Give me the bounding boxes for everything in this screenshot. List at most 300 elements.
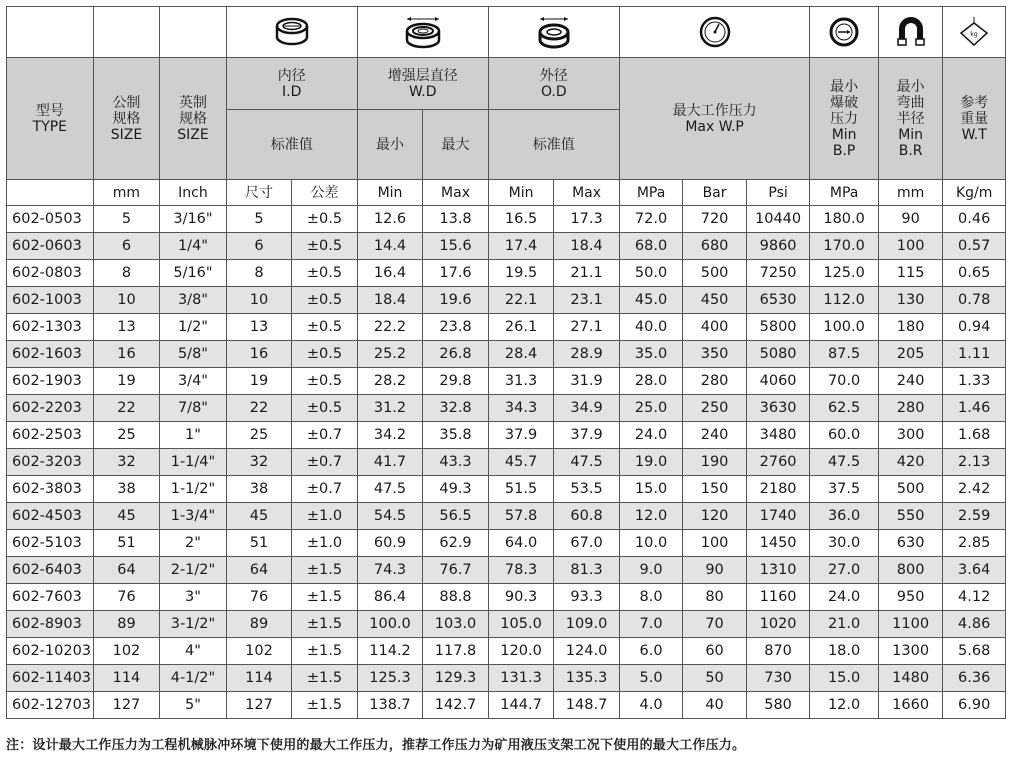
value-cell: 5 [226,206,292,233]
value-cell: 64 [93,557,160,584]
blank-cell [160,7,227,58]
value-cell: 680 [683,233,747,260]
type-cell: 602-0503 [7,206,94,233]
value-cell: 4.12 [943,584,1006,611]
value-cell: 29.8 [423,368,489,395]
value-cell: 60.8 [554,503,620,530]
value-cell: 16.5 [488,206,554,233]
unit-cell: MPa [619,180,683,206]
value-cell: 24.0 [810,584,879,611]
value-cell: 720 [683,206,747,233]
value-cell: 70 [683,611,747,638]
table-row [7,260,1006,287]
type-cell: 602-7603 [7,584,94,611]
value-cell: ±0.7 [292,476,358,503]
value-cell: 103.0 [423,611,489,638]
value-cell: 2-1/2" [160,557,227,584]
value-cell: 1.11 [943,341,1006,368]
value-cell: 280 [878,395,943,422]
value-cell: 6.90 [943,692,1006,719]
value-cell: 102 [93,638,160,665]
unit-cell-blank [7,180,94,206]
value-cell: 870 [746,638,810,665]
value-cell: 18.4 [357,287,423,314]
value-cell: 1-1/2" [160,476,227,503]
value-cell: 28.9 [554,341,620,368]
value-cell: ±1.5 [292,611,358,638]
value-cell: 5" [160,692,227,719]
value-cell: 131.3 [488,665,554,692]
table-row [7,476,1006,503]
value-cell: 9.0 [619,557,683,584]
value-cell: 1660 [878,692,943,719]
footnote: 注：设计最大工作压力为工程机械脉冲环境下使用的最大工作压力，推荐工作压力为矿用液压支架工况下使用的最大工作压力。 [6,738,746,753]
table-row [7,692,1006,719]
value-cell: 180.0 [810,206,879,233]
value-cell: 24.0 [619,422,683,449]
value-cell: 76.7 [423,557,489,584]
value-cell: 12.6 [357,206,423,233]
value-cell: 28.2 [357,368,423,395]
value-cell: 40.0 [619,314,683,341]
value-cell: 280 [683,368,747,395]
value-cell: 25.0 [619,395,683,422]
value-cell: 6.0 [619,638,683,665]
value-cell: 19.6 [423,287,489,314]
table-row [7,449,1006,476]
value-cell: 0.57 [943,233,1006,260]
value-cell: 12.0 [810,692,879,719]
value-cell: 17.3 [554,206,620,233]
unit-cell: Kg/m [943,180,1006,206]
value-cell: ±1.5 [292,557,358,584]
type-cell: 602-3203 [7,449,94,476]
value-cell: 37.9 [488,422,554,449]
value-cell: 51.5 [488,476,554,503]
value-cell: 6.36 [943,665,1006,692]
value-cell: 124.0 [554,638,620,665]
value-cell: 60.0 [810,422,879,449]
icon-row [7,7,1006,58]
value-cell: ±1.0 [292,503,358,530]
value-cell: 1.33 [943,368,1006,395]
value-cell: 130 [878,287,943,314]
unit-cell: Inch [160,180,227,206]
value-cell: 135.3 [554,665,620,692]
value-cell: 31.9 [554,368,620,395]
value-cell: 38 [93,476,160,503]
value-cell: 1-1/4" [160,449,227,476]
table-row [7,422,1006,449]
value-cell: 114.2 [357,638,423,665]
value-cell: 15.0 [619,476,683,503]
value-cell: ±1.5 [292,692,358,719]
value-cell: 25 [226,422,292,449]
reinforcement-diameter-icon [401,14,445,50]
value-cell: 26.8 [423,341,489,368]
value-cell: ±1.5 [292,584,358,611]
value-cell: 22.2 [357,314,423,341]
value-cell: ±0.7 [292,449,358,476]
value-cell: 127 [93,692,160,719]
value-cell: 105.0 [488,611,554,638]
value-cell: 240 [683,422,747,449]
value-cell: 129.3 [423,665,489,692]
value-cell: 800 [878,557,943,584]
value-cell: 28.4 [488,341,554,368]
type-cell: 602-1303 [7,314,94,341]
header-wd: 增强层直径 W.D [357,58,488,110]
header-od-std: 标准值 [488,110,619,180]
table-row [7,530,1006,557]
value-cell: 100 [878,233,943,260]
value-cell: ±0.5 [292,233,358,260]
value-cell: 23.8 [423,314,489,341]
value-cell: 10 [226,287,292,314]
value-cell: 16.4 [357,260,423,287]
value-cell: 81.3 [554,557,620,584]
units-row [7,180,1006,206]
type-cell: 602-1603 [7,341,94,368]
value-cell: 3630 [746,395,810,422]
value-cell: 120.0 [488,638,554,665]
value-cell: 2" [160,530,227,557]
value-cell: 32 [226,449,292,476]
blank-cell [7,7,94,58]
value-cell: 950 [878,584,943,611]
value-cell: 45 [93,503,160,530]
value-cell: 72.0 [619,206,683,233]
weight-icon [957,15,991,49]
value-cell: 2180 [746,476,810,503]
value-cell: 550 [878,503,943,530]
unit-cell: Min [357,180,423,206]
value-cell: 1450 [746,530,810,557]
value-cell: 6 [93,233,160,260]
value-cell: 4" [160,638,227,665]
value-cell: 49.3 [423,476,489,503]
value-cell: 19 [93,368,160,395]
value-cell: 1.46 [943,395,1006,422]
type-cell: 602-1903 [7,368,94,395]
value-cell: 67.0 [554,530,620,557]
value-cell: 38 [226,476,292,503]
value-cell: 87.5 [810,341,879,368]
bend-radius-icon [895,15,927,49]
value-cell: 6530 [746,287,810,314]
blank-cell [93,7,160,58]
value-cell: 76 [226,584,292,611]
unit-cell: 尺寸 [226,180,292,206]
value-cell: 13 [226,314,292,341]
value-cell: 500 [878,476,943,503]
header-id: 内径 I.D [226,58,357,110]
value-cell: 35.0 [619,341,683,368]
value-cell: 142.7 [423,692,489,719]
value-cell: 60.9 [357,530,423,557]
value-cell: 13.8 [423,206,489,233]
header-id-std: 标准值 [226,110,357,180]
value-cell: 3.64 [943,557,1006,584]
value-cell: 16 [226,341,292,368]
value-cell: 1480 [878,665,943,692]
value-cell: 8 [93,260,160,287]
value-cell: 14.4 [357,233,423,260]
value-cell: 3/4" [160,368,227,395]
value-cell: 10.0 [619,530,683,557]
table-row [7,233,1006,260]
value-cell: 1/2" [160,314,227,341]
value-cell: 127 [226,692,292,719]
unit-cell: mm [93,180,160,206]
value-cell: 5800 [746,314,810,341]
value-cell: 1020 [746,611,810,638]
value-cell: 4.86 [943,611,1006,638]
value-cell: 3/16" [160,206,227,233]
value-cell: 3" [160,584,227,611]
value-cell: 45 [226,503,292,530]
value-cell: 50.0 [619,260,683,287]
table-row [7,611,1006,638]
value-cell: 89 [226,611,292,638]
value-cell: 9860 [746,233,810,260]
value-cell: 51 [226,530,292,557]
value-cell: 74.3 [357,557,423,584]
value-cell: 3480 [746,422,810,449]
value-cell: 89 [93,611,160,638]
value-cell: 32.8 [423,395,489,422]
value-cell: 500 [683,260,747,287]
value-cell: 41.7 [357,449,423,476]
table-row [7,503,1006,530]
value-cell: 86.4 [357,584,423,611]
value-cell: 40 [683,692,747,719]
value-cell: 68.0 [619,233,683,260]
value-cell: 170.0 [810,233,879,260]
pressure-gauge-icon [698,15,732,49]
value-cell: 400 [683,314,747,341]
value-cell: 6 [226,233,292,260]
value-cell: ±0.5 [292,395,358,422]
table-row [7,665,1006,692]
table-row [7,638,1006,665]
type-cell: 602-2203 [7,395,94,422]
value-cell: 1310 [746,557,810,584]
value-cell: 22 [93,395,160,422]
unit-cell: Psi [746,180,810,206]
value-cell: 62.5 [810,395,879,422]
value-cell: 50 [683,665,747,692]
value-cell: 3-1/2" [160,611,227,638]
hose-spec-table [6,6,1006,719]
value-cell: 1160 [746,584,810,611]
value-cell: 15.6 [423,233,489,260]
bend-icon-cell [878,7,943,58]
header-od: 外径 O.D [488,58,619,110]
value-cell: 190 [683,449,747,476]
value-cell: 31.3 [488,368,554,395]
table-row [7,395,1006,422]
value-cell: 120 [683,503,747,530]
value-cell: 1-3/4" [160,503,227,530]
value-cell: 25.2 [357,341,423,368]
value-cell: 19 [226,368,292,395]
value-cell: ±0.5 [292,206,358,233]
value-cell: 31.2 [357,395,423,422]
value-cell: 5.68 [943,638,1006,665]
value-cell: 21.1 [554,260,620,287]
value-cell: 43.3 [423,449,489,476]
value-cell: 17.6 [423,260,489,287]
value-cell: 8 [226,260,292,287]
value-cell: 2.59 [943,503,1006,530]
table-row [7,206,1006,233]
value-cell: 730 [746,665,810,692]
value-cell: 109.0 [554,611,620,638]
value-cell: 22.1 [488,287,554,314]
value-cell: 32 [93,449,160,476]
value-cell: 45.0 [619,287,683,314]
table-row [7,584,1006,611]
value-cell: 93.3 [554,584,620,611]
value-cell: 114 [93,665,160,692]
value-cell: 0.65 [943,260,1006,287]
type-cell: 602-2503 [7,422,94,449]
header-wd-max: 最大 [423,110,489,180]
table-row [7,341,1006,368]
value-cell: 7.0 [619,611,683,638]
value-cell: 27.0 [810,557,879,584]
weight-icon-cell [943,7,1006,58]
value-cell: 15.0 [810,665,879,692]
value-cell: 34.9 [554,395,620,422]
value-cell: 64.0 [488,530,554,557]
value-cell: 27.1 [554,314,620,341]
value-cell: 26.1 [488,314,554,341]
outer-diameter-icon [532,14,576,50]
value-cell: 17.4 [488,233,554,260]
unit-cell: Bar [683,180,747,206]
value-cell: 21.0 [810,611,879,638]
type-cell: 602-11403 [7,665,94,692]
value-cell: 5080 [746,341,810,368]
value-cell: 12.0 [619,503,683,530]
type-cell: 602-8903 [7,611,94,638]
value-cell: 34.2 [357,422,423,449]
value-cell: 150 [683,476,747,503]
value-cell: 4060 [746,368,810,395]
table-row [7,368,1006,395]
value-cell: 5 [93,206,160,233]
value-cell: 117.8 [423,638,489,665]
unit-cell: Min [488,180,554,206]
value-cell: ±0.5 [292,314,358,341]
unit-cell: 公差 [292,180,358,206]
value-cell: 100 [683,530,747,557]
type-cell: 602-6403 [7,557,94,584]
value-cell: 580 [746,692,810,719]
header-size-imperial: 英制 规格 SIZE [160,58,227,180]
value-cell: 45.7 [488,449,554,476]
value-cell: 250 [683,395,747,422]
value-cell: 37.9 [554,422,620,449]
value-cell: 53.5 [554,476,620,503]
type-cell: 602-0803 [7,260,94,287]
value-cell: 300 [878,422,943,449]
value-cell: 76 [93,584,160,611]
value-cell: 62.9 [423,530,489,557]
value-cell: 60 [683,638,747,665]
value-cell: 35.8 [423,422,489,449]
value-cell: 5.0 [619,665,683,692]
header-type: 型号 TYPE [7,58,94,180]
value-cell: 25 [93,422,160,449]
value-cell: 125.0 [810,260,879,287]
value-cell: 630 [878,530,943,557]
type-cell: 602-10203 [7,638,94,665]
value-cell: 4-1/2" [160,665,227,692]
value-cell: 2.85 [943,530,1006,557]
header-bend: 最小 弯曲 半径 Min B.R [878,58,943,180]
value-cell: 30.0 [810,530,879,557]
value-cell: 47.5 [357,476,423,503]
value-cell: 2760 [746,449,810,476]
value-cell: 125.3 [357,665,423,692]
header-max-wp: 最大工作压力 Max W.P [619,58,810,180]
value-cell: 51 [93,530,160,557]
value-cell: 450 [683,287,747,314]
value-cell: ±0.5 [292,368,358,395]
value-cell: 64 [226,557,292,584]
value-cell: 34.3 [488,395,554,422]
value-cell: 0.78 [943,287,1006,314]
value-cell: 57.8 [488,503,554,530]
id-icon-cell [226,7,357,58]
type-cell: 602-4503 [7,503,94,530]
value-cell: 1300 [878,638,943,665]
value-cell: 78.3 [488,557,554,584]
value-cell: 102 [226,638,292,665]
value-cell: 47.5 [554,449,620,476]
value-cell: 28.0 [619,368,683,395]
value-cell: 8.0 [619,584,683,611]
header-wd-min: 最小 [357,110,423,180]
value-cell: 1100 [878,611,943,638]
value-cell: 0.94 [943,314,1006,341]
type-cell: 602-12703 [7,692,94,719]
value-cell: 0.46 [943,206,1006,233]
value-cell: 10440 [746,206,810,233]
value-cell: 13 [93,314,160,341]
weight-mark-text: kg [970,31,978,38]
value-cell: ±0.5 [292,287,358,314]
value-cell: 7250 [746,260,810,287]
value-cell: ±0.5 [292,260,358,287]
value-cell: 240 [878,368,943,395]
value-cell: 16 [93,341,160,368]
table-row [7,314,1006,341]
type-cell: 602-5103 [7,530,94,557]
value-cell: 47.5 [810,449,879,476]
value-cell: 3/8" [160,287,227,314]
unit-cell: Max [423,180,489,206]
od-icon-cell [488,7,619,58]
spec-table-container [6,6,1006,719]
value-cell: 1740 [746,503,810,530]
header-row-a [7,58,1006,110]
value-cell: 70.0 [810,368,879,395]
value-cell: 56.5 [423,503,489,530]
